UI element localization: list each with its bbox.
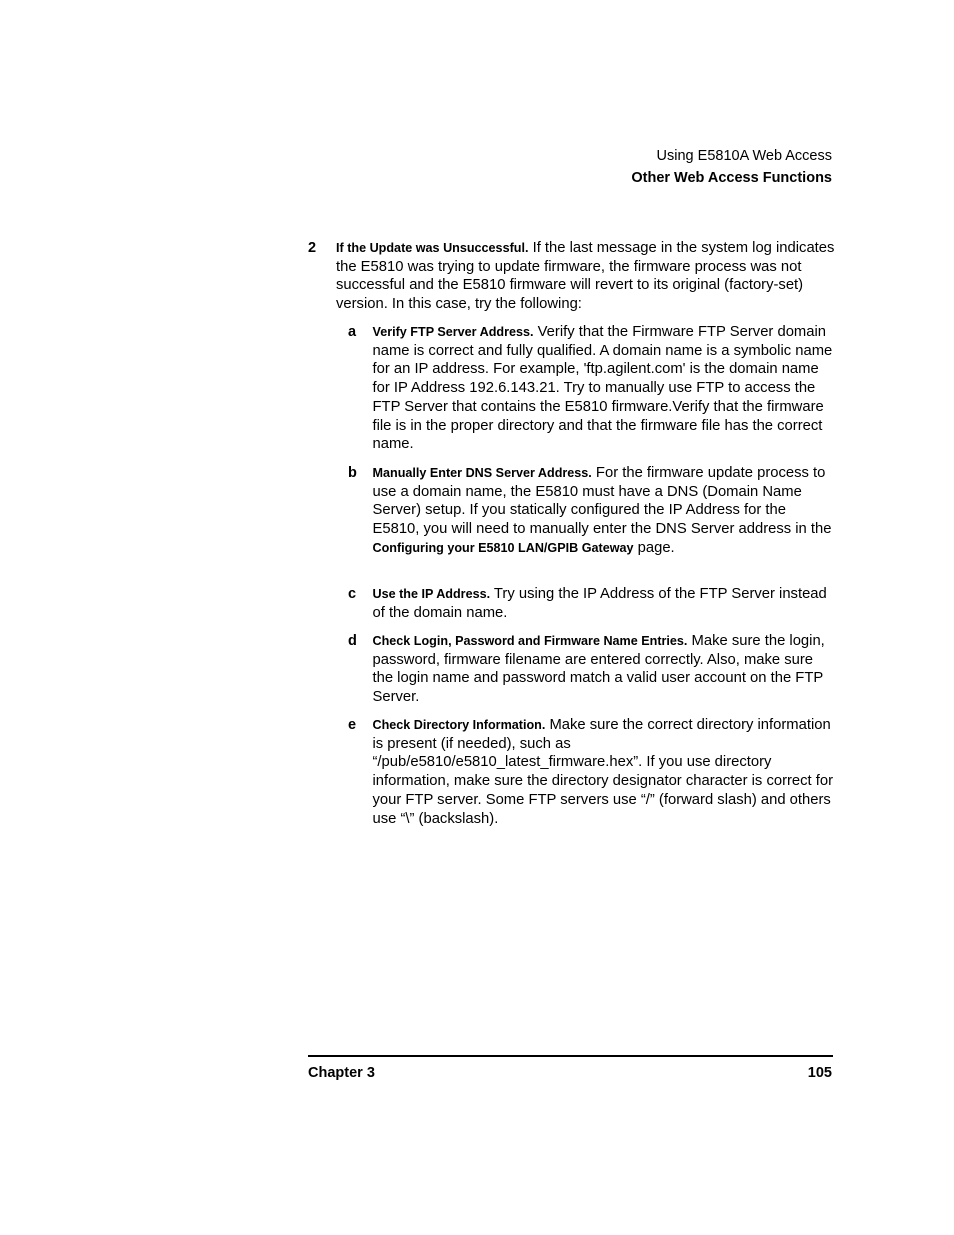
substep-title: Check Directory Information. xyxy=(372,718,546,732)
substep-letter: d xyxy=(348,633,357,649)
substep-title: Check Login, Password and Firmware Name Entries. xyxy=(372,634,688,648)
substep-text: For the firmware update process to use a domain name, the E5810 must have a DNS (Domain Name Server) setup. If you statically configured the IP Address for the E5810, you will need to manually enter the DNS Server address in the xyxy=(372,465,832,538)
page-reference: Configuring your E5810 LAN/GPIB Gateway xyxy=(372,540,634,555)
substep-a xyxy=(348,323,838,454)
substep-d xyxy=(348,632,838,707)
running-header-subsection: Other Web Access Functions xyxy=(631,170,832,186)
footer-chapter: Chapter 3 xyxy=(308,1065,375,1081)
substep-text: Make sure the login, password, firmware filename are entered correctly. Also, make sure the login name and password match a valid user account on the FTP Server. xyxy=(372,633,825,706)
substep-b xyxy=(348,464,838,558)
substep-paragraph xyxy=(373,464,837,558)
substep-paragraph xyxy=(373,323,837,454)
substep-letter: a xyxy=(348,324,357,340)
substep-text-end: page. xyxy=(633,539,675,556)
substep-text: Verify that the Firmware FTP Server domain name is correct and fully qualified. A domain name is a symbolic name for an IP address. For example, 'ftp.agilent.com' is the domain name for IP Address 192.6.143.21. Try to manually use FTP to access the FTP Server that contains the E5810 firmware.Verify that the firmware file is in the proper directory and that the firmware file has the correct name. xyxy=(372,324,833,453)
substep-paragraph xyxy=(373,585,837,622)
running-header-section: Using E5810A Web Access xyxy=(656,148,832,164)
substep-text: Try using the IP Address of the FTP Server instead of the domain name. xyxy=(372,586,827,621)
step-title: If the Update was Unsuccessful. xyxy=(336,241,529,255)
substep-paragraph xyxy=(373,632,837,707)
step-text: If the last message in the system log indicates the E5810 was trying to update firmware, the firmware process was not successful and the E5810 firmware will revert to its original (factory-set) version. In this case, try the following: xyxy=(336,240,835,313)
substep-paragraph xyxy=(373,716,837,828)
substep-c xyxy=(348,585,838,622)
footer-page-number: 105 xyxy=(807,1065,832,1081)
substep-letter: c xyxy=(348,586,357,602)
substep-text: Make sure the correct directory information is present (if needed), such as “/pub/e5810/e5810_latest_firmware.hex”. If you use directory information, make sure the directory designator character is correct for your FTP server. Some FTP servers use “/” (forward slash) and others use “\” (backslash). xyxy=(372,717,834,827)
step-number: 2 xyxy=(308,240,317,256)
substep-title: Use the IP Address. xyxy=(372,587,491,601)
substep-letter: e xyxy=(348,717,357,733)
substep-e xyxy=(348,716,838,828)
substep-title: Manually Enter DNS Server Address. xyxy=(372,466,592,480)
substep-letter: b xyxy=(348,465,357,481)
step-paragraph xyxy=(336,239,836,314)
substep-title: Verify FTP Server Address. xyxy=(372,325,534,339)
footer-divider xyxy=(308,1055,833,1057)
